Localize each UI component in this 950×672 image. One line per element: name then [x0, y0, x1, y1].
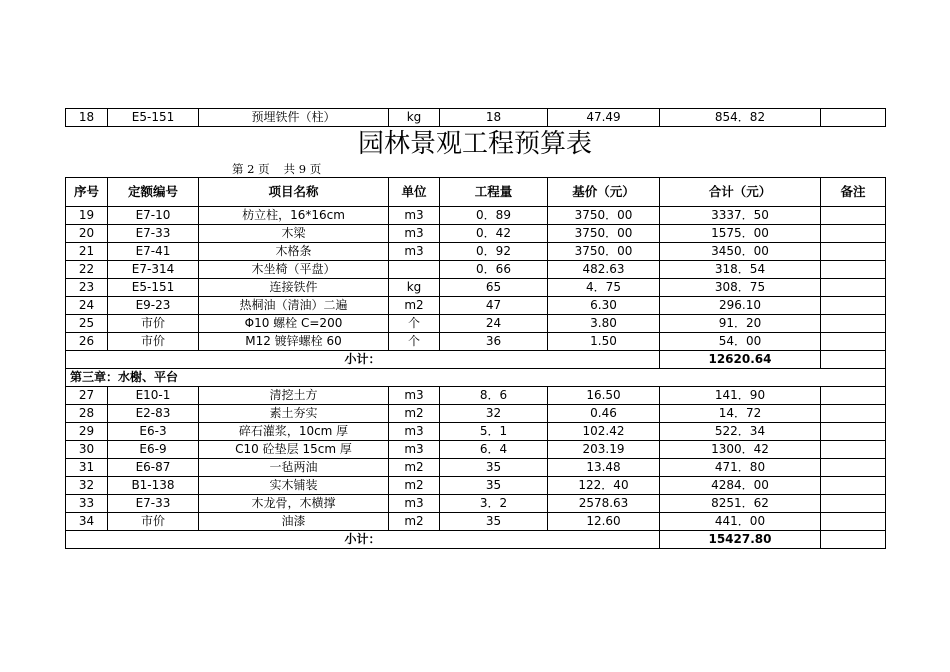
page-title: 园林景观工程预算表	[357, 129, 592, 159]
cell-price: 482.63	[548, 261, 660, 279]
cell-no: 19	[66, 207, 108, 225]
cell-code: 市价	[108, 513, 199, 531]
cell-unit: 个	[389, 315, 440, 333]
cell-total: 91．20	[660, 315, 821, 333]
cell-unit: m2	[389, 459, 440, 477]
cell-no: 31	[66, 459, 108, 477]
cell-name: 木梁	[199, 225, 389, 243]
cell-price: 4．75	[548, 279, 660, 297]
cell-price: 12.60	[548, 513, 660, 531]
cell-code: E5-151	[108, 279, 199, 297]
page-total: 共 9 页	[283, 162, 322, 176]
cell-total: 3337．50	[660, 207, 821, 225]
table-row	[66, 459, 886, 477]
cell-code: 市价	[108, 333, 199, 351]
cell-qty: 47	[440, 297, 548, 315]
cell-unit: m3	[389, 495, 440, 513]
header-total: 合计（元）	[660, 178, 821, 207]
cell-name: 连接铁件	[199, 279, 389, 297]
cell-note	[821, 405, 886, 423]
cell-code: E7-10	[108, 207, 199, 225]
cell-unit: m3	[389, 225, 440, 243]
cell-name: 木龙骨，木横撑	[199, 495, 389, 513]
cell-total: 4284．00	[660, 477, 821, 495]
cell-unit: m2	[389, 477, 440, 495]
cell-code: E6-3	[108, 423, 199, 441]
cell-price: 3750．00	[548, 243, 660, 261]
cell-qty: 35	[440, 477, 548, 495]
cell-unit: m2	[389, 297, 440, 315]
cell-qty: 6．4	[440, 441, 548, 459]
cell-code: E9-23	[108, 297, 199, 315]
cell-unit: kg	[389, 279, 440, 297]
cell-code: E2-83	[108, 405, 199, 423]
cell-code: E6-9	[108, 441, 199, 459]
cell-no: 34	[66, 513, 108, 531]
table-header-row	[66, 178, 886, 207]
cell-price: 0.46	[548, 405, 660, 423]
cell-name: Φ10 螺栓 C=200	[199, 315, 389, 333]
cell-price: 122．40	[548, 477, 660, 495]
cell-note	[821, 477, 886, 495]
cell-note	[821, 423, 886, 441]
subtotal-row	[66, 351, 886, 369]
cell-code: E5-151	[108, 109, 199, 127]
cell-code: E7-33	[108, 225, 199, 243]
cell-no: 20	[66, 225, 108, 243]
cell-code: E6-87	[108, 459, 199, 477]
page-current: 第 2 页	[232, 162, 270, 176]
cell-qty: 0．92	[440, 243, 548, 261]
cell-no: 25	[66, 315, 108, 333]
cell-price: 6.30	[548, 297, 660, 315]
cell-no: 22	[66, 261, 108, 279]
cell-qty: 35	[440, 513, 548, 531]
table-row	[66, 243, 886, 261]
subtotal-note	[821, 531, 886, 549]
header-unit: 单位	[389, 178, 440, 207]
cell-qty: 65	[440, 279, 548, 297]
cell-note	[821, 109, 886, 127]
cell-no: 28	[66, 405, 108, 423]
table-row	[66, 495, 886, 513]
header-name: 项目名称	[199, 178, 389, 207]
table-row	[66, 405, 886, 423]
table-row	[66, 297, 886, 315]
cell-total: 318．54	[660, 261, 821, 279]
cell-note	[821, 243, 886, 261]
cell-name: 木坐椅（平盘）	[199, 261, 389, 279]
header-price: 基价（元）	[548, 178, 660, 207]
subtotal-label: 小计：	[66, 531, 660, 549]
table-row	[66, 441, 886, 459]
cell-total: 8251．62	[660, 495, 821, 513]
cell-code: E7-33	[108, 495, 199, 513]
cell-unit: m3	[389, 207, 440, 225]
cell-unit	[389, 261, 440, 279]
header-no: 序号	[66, 178, 108, 207]
table-row	[66, 315, 886, 333]
chapter-title: 第三章：水榭、平台	[66, 369, 886, 387]
cell-name: C10 砼垫层 15cm 厚	[199, 441, 389, 459]
cell-unit: m3	[389, 243, 440, 261]
cell-no: 33	[66, 495, 108, 513]
cell-qty: 0．42	[440, 225, 548, 243]
cell-qty: 18	[440, 109, 548, 127]
table-row	[66, 109, 886, 127]
cell-unit: m3	[389, 387, 440, 405]
cell-note	[821, 315, 886, 333]
cell-total: 441．00	[660, 513, 821, 531]
cell-qty: 8．6	[440, 387, 548, 405]
cell-total: 308．75	[660, 279, 821, 297]
cell-code: E7-41	[108, 243, 199, 261]
cell-no: 30	[66, 441, 108, 459]
cell-qty: 3．2	[440, 495, 548, 513]
cell-price: 3750．00	[548, 207, 660, 225]
previous-page-table	[65, 108, 886, 127]
cell-code: 市价	[108, 315, 199, 333]
cell-code: B1-138	[108, 477, 199, 495]
header-code: 定额编号	[108, 178, 199, 207]
cell-no: 23	[66, 279, 108, 297]
cell-note	[821, 261, 886, 279]
cell-note	[821, 279, 886, 297]
table-row	[66, 207, 886, 225]
cell-unit: m3	[389, 423, 440, 441]
table-row	[66, 423, 886, 441]
cell-name: 实木铺装	[199, 477, 389, 495]
cell-price: 16.50	[548, 387, 660, 405]
subtotal-value: 15427.80	[660, 531, 821, 549]
table-row	[66, 261, 886, 279]
cell-name: 一毡两油	[199, 459, 389, 477]
subtotal-note	[821, 351, 886, 369]
cell-no: 29	[66, 423, 108, 441]
cell-total: 3450．00	[660, 243, 821, 261]
cell-name: 碎石灌浆，10cm 厚	[199, 423, 389, 441]
cell-note	[821, 441, 886, 459]
cell-price: 102.42	[548, 423, 660, 441]
cell-total: 522．34	[660, 423, 821, 441]
chapter-row	[66, 369, 886, 387]
cell-price: 203.19	[548, 441, 660, 459]
cell-no: 18	[66, 109, 108, 127]
cell-total: 854．82	[660, 109, 821, 127]
cell-qty: 24	[440, 315, 548, 333]
cell-unit: m3	[389, 441, 440, 459]
cell-note	[821, 333, 886, 351]
cell-name: 预埋铁件（柱）	[199, 109, 389, 127]
cell-code: E10-1	[108, 387, 199, 405]
cell-qty: 5．1	[440, 423, 548, 441]
cell-price: 13.48	[548, 459, 660, 477]
cell-note	[821, 225, 886, 243]
table-row	[66, 513, 886, 531]
cell-name: 清挖土方	[199, 387, 389, 405]
cell-name: 热桐油（清油）二遍	[199, 297, 389, 315]
cell-unit: m2	[389, 513, 440, 531]
table-row	[66, 477, 886, 495]
cell-total: 14．72	[660, 405, 821, 423]
cell-price: 47.49	[548, 109, 660, 127]
subtotal-value: 12620.64	[660, 351, 821, 369]
cell-total: 296.10	[660, 297, 821, 315]
header-qty: 工程量	[440, 178, 548, 207]
cell-no: 27	[66, 387, 108, 405]
cell-no: 32	[66, 477, 108, 495]
cell-total: 54．00	[660, 333, 821, 351]
cell-note	[821, 297, 886, 315]
cell-total: 1300．42	[660, 441, 821, 459]
page-info	[232, 161, 335, 177]
header-note: 备注	[821, 178, 886, 207]
cell-name: 素土夯实	[199, 405, 389, 423]
cell-name: 油漆	[199, 513, 389, 531]
cell-note	[821, 495, 886, 513]
cell-note	[821, 513, 886, 531]
cell-total: 471．80	[660, 459, 821, 477]
cell-no: 21	[66, 243, 108, 261]
cell-note	[821, 459, 886, 477]
table-row	[66, 279, 886, 297]
cell-name: 枋立柱，16*16cm	[199, 207, 389, 225]
cell-name: M12 镀锌螺栓 60	[199, 333, 389, 351]
cell-unit: m2	[389, 405, 440, 423]
cell-note	[821, 207, 886, 225]
cell-price: 3750．00	[548, 225, 660, 243]
cell-total: 1575．00	[660, 225, 821, 243]
cell-qty: 0．89	[440, 207, 548, 225]
cell-note	[821, 387, 886, 405]
subtotal-row	[66, 531, 886, 549]
cell-no: 24	[66, 297, 108, 315]
cell-total: 141．90	[660, 387, 821, 405]
budget-table	[65, 177, 886, 549]
cell-unit: kg	[389, 109, 440, 127]
cell-unit: 个	[389, 333, 440, 351]
cell-qty: 35	[440, 459, 548, 477]
table-row	[66, 387, 886, 405]
cell-code: E7-314	[108, 261, 199, 279]
cell-qty: 32	[440, 405, 548, 423]
subtotal-label: 小计：	[66, 351, 660, 369]
cell-price: 2578.63	[548, 495, 660, 513]
cell-qty: 36	[440, 333, 548, 351]
cell-price: 1.50	[548, 333, 660, 351]
cell-name: 木格条	[199, 243, 389, 261]
cell-no: 26	[66, 333, 108, 351]
cell-qty: 0．66	[440, 261, 548, 279]
cell-price: 3.80	[548, 315, 660, 333]
table-row	[66, 333, 886, 351]
table-row	[66, 225, 886, 243]
